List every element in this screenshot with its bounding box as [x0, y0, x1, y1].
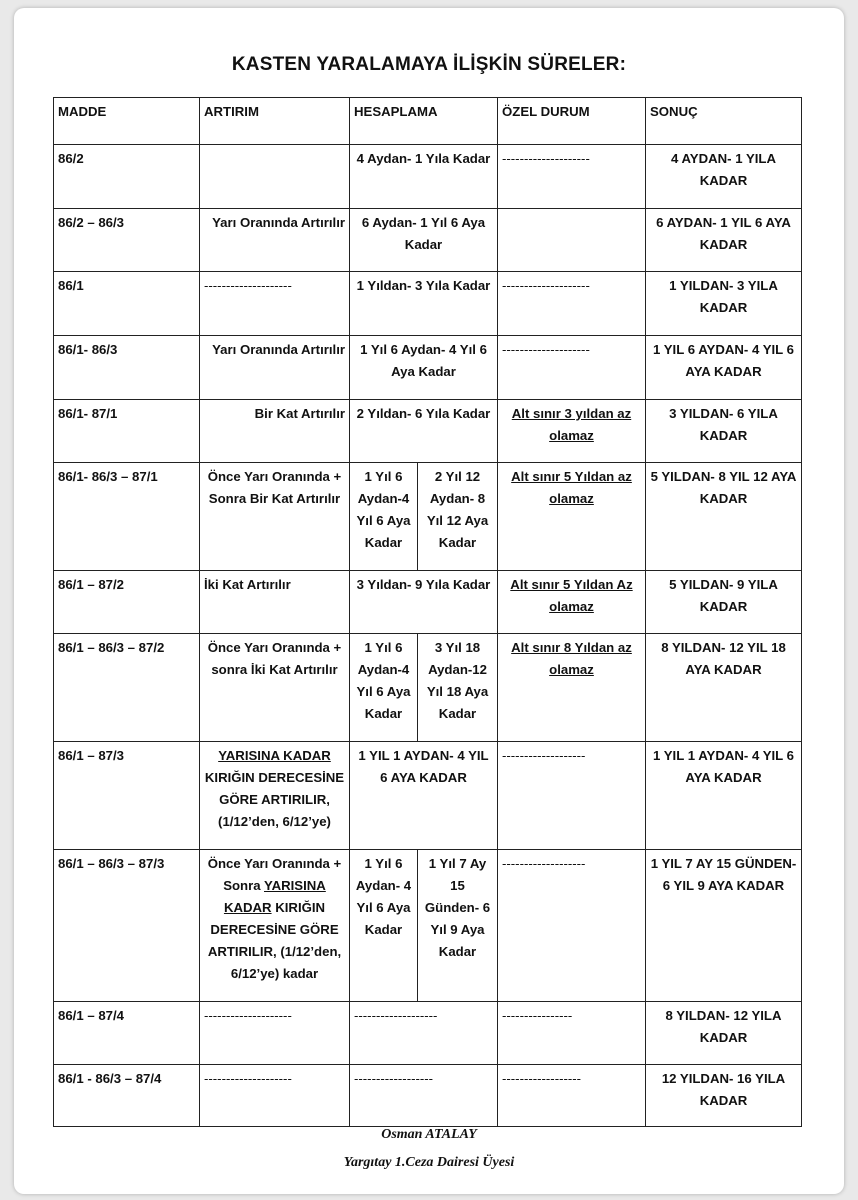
table-row: [54, 1002, 802, 1065]
cell-madde: 86/1 - 86/3 – 87/4: [54, 1065, 200, 1127]
cell-ozel-durum: --------------------: [498, 145, 646, 209]
cell-hesaplama: 1 Yıldan- 3 Yıla Kadar: [350, 272, 498, 336]
cell-hesaplama-b: 3 Yıl 18 Aydan-12 Yıl 18 Aya Kadar: [418, 634, 498, 742]
cell-madde: 86/1- 87/1: [54, 400, 200, 463]
table-row: [54, 571, 802, 634]
cell-artirim: Yarı Oranında Artırılır: [200, 336, 350, 400]
cell-sonuc: 6 AYDAN- 1 YIL 6 AYA KADAR: [646, 209, 802, 272]
header-artirim: ARTIRIM: [200, 98, 350, 145]
cell-artirim: --------------------: [200, 1065, 350, 1127]
table-row: [54, 209, 802, 272]
cell-sonuc: 1 YIL 6 AYDAN- 4 YIL 6 AYA KADAR: [646, 336, 802, 400]
table-row: [54, 463, 802, 571]
table-header-row: [54, 98, 802, 145]
cell-madde: 86/2 – 86/3: [54, 209, 200, 272]
artirim-rest: KIRIĞIN DERECESİNE GÖRE ARTIRILIR, (1/12’den, 6/12’ye) kadar: [207, 900, 342, 981]
cell-ozel-durum: Alt sınır 5 Yıldan az olamaz: [498, 463, 646, 571]
durations-table: [53, 97, 802, 1127]
cell-hesaplama: 4 Aydan- 1 Yıla Kadar: [350, 145, 498, 209]
cell-madde: 86/1 – 86/3 – 87/3: [54, 850, 200, 1002]
cell-artirim: --------------------: [200, 272, 350, 336]
cell-sonuc: 8 YILDAN- 12 YILA KADAR: [646, 1002, 802, 1065]
table-row: [54, 634, 802, 742]
cell-artirim: [200, 742, 350, 850]
cell-sonuc: 1 YIL 7 AY 15 GÜNDEN- 6 YIL 9 AYA KADAR: [646, 850, 802, 1002]
cell-sonuc: 8 YILDAN- 12 YIL 18 AYA KADAR: [646, 634, 802, 742]
cell-madde: 86/1- 86/3 – 87/1: [54, 463, 200, 571]
cell-ozel-durum: -------------------: [498, 850, 646, 1002]
artirim-underlined: YARISINA KADAR: [218, 748, 331, 763]
cell-ozel-durum: ----------------: [498, 1002, 646, 1065]
cell-hesaplama: -------------------: [350, 1002, 498, 1065]
cell-hesaplama: ------------------: [350, 1065, 498, 1127]
header-sonuc: SONUÇ: [646, 98, 802, 145]
cell-hesaplama-a: 1 Yıl 6 Aydan- 4 Yıl 6 Aya Kadar: [350, 850, 418, 1002]
cell-artirim: [200, 850, 350, 1002]
cell-sonuc: 1 YIL 1 AYDAN- 4 YIL 6 AYA KADAR: [646, 742, 802, 850]
cell-sonuc: 3 YILDAN- 6 YILA KADAR: [646, 400, 802, 463]
table-row: [54, 850, 802, 1002]
cell-artirim: Bir Kat Artırılır: [200, 400, 350, 463]
cell-hesaplama: 1 Yıl 6 Aydan- 4 Yıl 6 Aya Kadar: [350, 336, 498, 400]
table-row: [54, 272, 802, 336]
header-madde: MADDE: [54, 98, 200, 145]
cell-artirim: --------------------: [200, 1002, 350, 1065]
cell-hesaplama-b: 1 Yıl 7 Ay 15 Günden- 6 Yıl 9 Aya Kadar: [418, 850, 498, 1002]
cell-artirim: [200, 145, 350, 209]
cell-sonuc: 5 YILDAN- 9 YILA KADAR: [646, 571, 802, 634]
cell-sonuc: 12 YILDAN- 16 YILA KADAR: [646, 1065, 802, 1127]
author-name: Osman ATALAY: [381, 1127, 477, 1142]
table-row: [54, 336, 802, 400]
cell-ozel-durum: --------------------: [498, 336, 646, 400]
cell-madde: 86/1 – 87/3: [54, 742, 200, 850]
header-ozel-durum: ÖZEL DURUM: [498, 98, 646, 145]
cell-hesaplama-a: 1 Yıl 6 Aydan-4 Yıl 6 Aya Kadar: [350, 634, 418, 742]
artirim-rest: KIRIĞIN DERECESİNE GÖRE ARTIRILIR, (1/12’den, 6/12’ye): [204, 770, 345, 829]
cell-ozel-durum: -------------------: [498, 742, 646, 850]
cell-artirim: Yarı Oranında Artırılır: [200, 209, 350, 272]
artirim-pre: Önce Yarı Oranında + Sonra: [207, 856, 342, 893]
cell-hesaplama-b: 2 Yıl 12 Aydan- 8 Yıl 12 Aya Kadar: [418, 463, 498, 571]
cell-ozel-durum: Alt sınır 8 Yıldan az olamaz: [498, 634, 646, 742]
cell-hesaplama: 6 Aydan- 1 Yıl 6 Aya Kadar: [350, 209, 498, 272]
author-role: Yargıtay 1.Ceza Dairesi Üyesi: [343, 1155, 515, 1170]
cell-sonuc: 1 YILDAN- 3 YILA KADAR: [646, 272, 802, 336]
cell-hesaplama: 3 Yıldan- 9 Yıla Kadar: [350, 571, 498, 634]
cell-sonuc: 5 YILDAN- 8 YIL 12 AYA KADAR: [646, 463, 802, 571]
cell-ozel-durum: Alt sınır 5 Yıldan Az olamaz: [498, 571, 646, 634]
cell-madde: 86/1- 86/3: [54, 336, 200, 400]
cell-hesaplama: 2 Yıldan- 6 Yıla Kadar: [350, 400, 498, 463]
cell-artirim: İki Kat Artırılır: [200, 571, 350, 634]
cell-sonuc: 4 AYDAN- 1 YILA KADAR: [646, 145, 802, 209]
cell-ozel-durum: ------------------: [498, 1065, 646, 1127]
cell-madde: 86/1 – 87/4: [54, 1002, 200, 1065]
table-row: [54, 1065, 802, 1127]
cell-madde: 86/1 – 86/3 – 87/2: [54, 634, 200, 742]
cell-madde: 86/2: [54, 145, 200, 209]
document-title: KASTEN YARALAMAYA İLİŞKİN SÜRELER:: [231, 54, 627, 75]
cell-ozel-durum: Alt sınır 3 yıldan az olamaz: [498, 400, 646, 463]
cell-artirim: Önce Yarı Oranında + Sonra Bir Kat Artırılır: [200, 463, 350, 571]
artirim-underlined: YARISINA KADAR: [223, 878, 326, 915]
cell-ozel-durum: --------------------: [498, 272, 646, 336]
table-row: [54, 742, 802, 850]
cell-hesaplama-a: 1 Yıl 6 Aydan-4 Yıl 6 Aya Kadar: [350, 463, 418, 571]
cell-ozel-durum: [498, 209, 646, 272]
cell-artirim: Önce Yarı Oranında + sonra İki Kat Artırılır: [200, 634, 350, 742]
table-row: [54, 400, 802, 463]
cell-hesaplama: 1 YIL 1 AYDAN- 4 YIL 6 AYA KADAR: [350, 742, 498, 850]
table-row: [54, 145, 802, 209]
cell-madde: 86/1: [54, 272, 200, 336]
cell-madde: 86/1 – 87/2: [54, 571, 200, 634]
header-hesaplama: HESAPLAMA: [350, 98, 498, 145]
